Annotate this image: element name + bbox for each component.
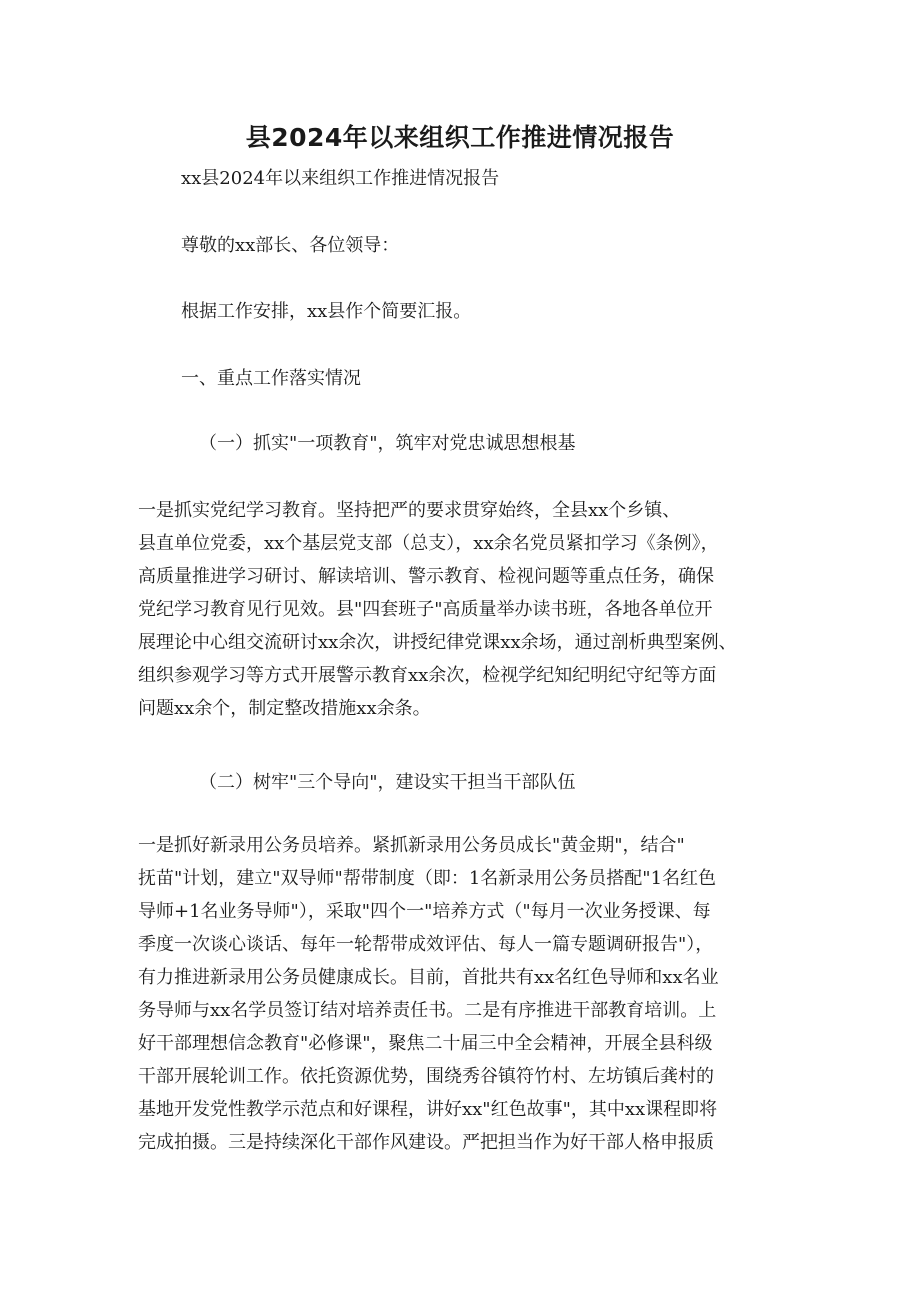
paragraph-line: 党纪学习教育见行见效。县"四套班子"高质量举办读书班，各地各单位开	[138, 599, 713, 620]
paragraph-line: 展理论中心组交流研讨xx余次，讲授纪律党课xx余场，通过剖析典型案例、	[138, 632, 737, 653]
salutation: 尊敬的xx部长、各位领导：	[181, 235, 400, 256]
paragraph-line: 一是抓好新录用公务员培养。紧抓新录用公务员成长"黄金期"，结合"	[138, 835, 685, 856]
paragraph-line: 抚苗"计划，建立"双导师"帮带制度（即：1名新录用公务员搭配"1名红色	[138, 868, 717, 889]
paragraph-line: 问题xx余个，制定整改措施xx余条。	[138, 698, 431, 719]
paragraph-line: 好干部理想信念教育"必修课"，聚焦二十届三中全会精神，开展全县科级	[138, 1033, 713, 1054]
subsection-heading-1: （一）抓实"一项教育"，筑牢对党忠诚思想根基	[199, 433, 576, 454]
paragraph-line: 干部开展轮训工作。依托资源优势，围绕秀谷镇符竹村、左坊镇后龚村的	[138, 1066, 714, 1087]
paragraph-line: 季度一次谈心谈话、每年一轮帮带成效评估、每人一篇专题调研报告"），	[138, 934, 714, 955]
paragraph-line: 务导师与xx名学员签订结对培养责任书。二是有序推进干部教育培训。上	[138, 1000, 717, 1021]
document-title: 县2024年以来组织工作推进情况报告	[245, 123, 675, 152]
paragraph-line: 一是抓实党纪学习教育。坚持把严的要求贯穿始终，全县xx个乡镇、	[138, 500, 681, 521]
section-heading-1: 一、重点工作落实情况	[181, 368, 361, 389]
intro-paragraph: 根据工作安排，xx县作个简要汇报。	[181, 301, 472, 322]
paragraph-civil-servant-training	[138, 829, 798, 1159]
paragraph-line: 基地开发党性教学示范点和好课程，讲好xx"红色故事"，其中xx课程即将	[138, 1099, 718, 1120]
subsection-heading-2: （二）树牢"三个导向"，建设实干担当干部队伍	[199, 772, 576, 793]
paragraph-line: 完成拍摄。三是持续深化干部作风建设。严把担当作为好干部人格申报质	[138, 1132, 714, 1153]
paragraph-line: 导师+1名业务导师"），采取"四个一"培养方式（"每月一次业务授课、每	[138, 901, 711, 922]
paragraph-line: 高质量推进学习研讨、解读培训、警示教育、检视问题等重点任务，确保	[138, 566, 714, 587]
document-subtitle: xx县2024年以来组织工作推进情况报告	[181, 168, 500, 189]
paragraph-line: 组织参观学习等方式开展警示教育xx余次，检视学纪知纪明纪守纪等方面	[138, 665, 717, 686]
paragraph-line: 有力推进新录用公务员健康成长。目前，首批共有xx名红色导师和xx名业	[138, 967, 719, 988]
paragraph-party-discipline-education	[138, 494, 798, 725]
paragraph-line: 县直单位党委，xx个基层党支部（总支），xx余名党员紧扣学习《条例》，	[138, 533, 719, 554]
